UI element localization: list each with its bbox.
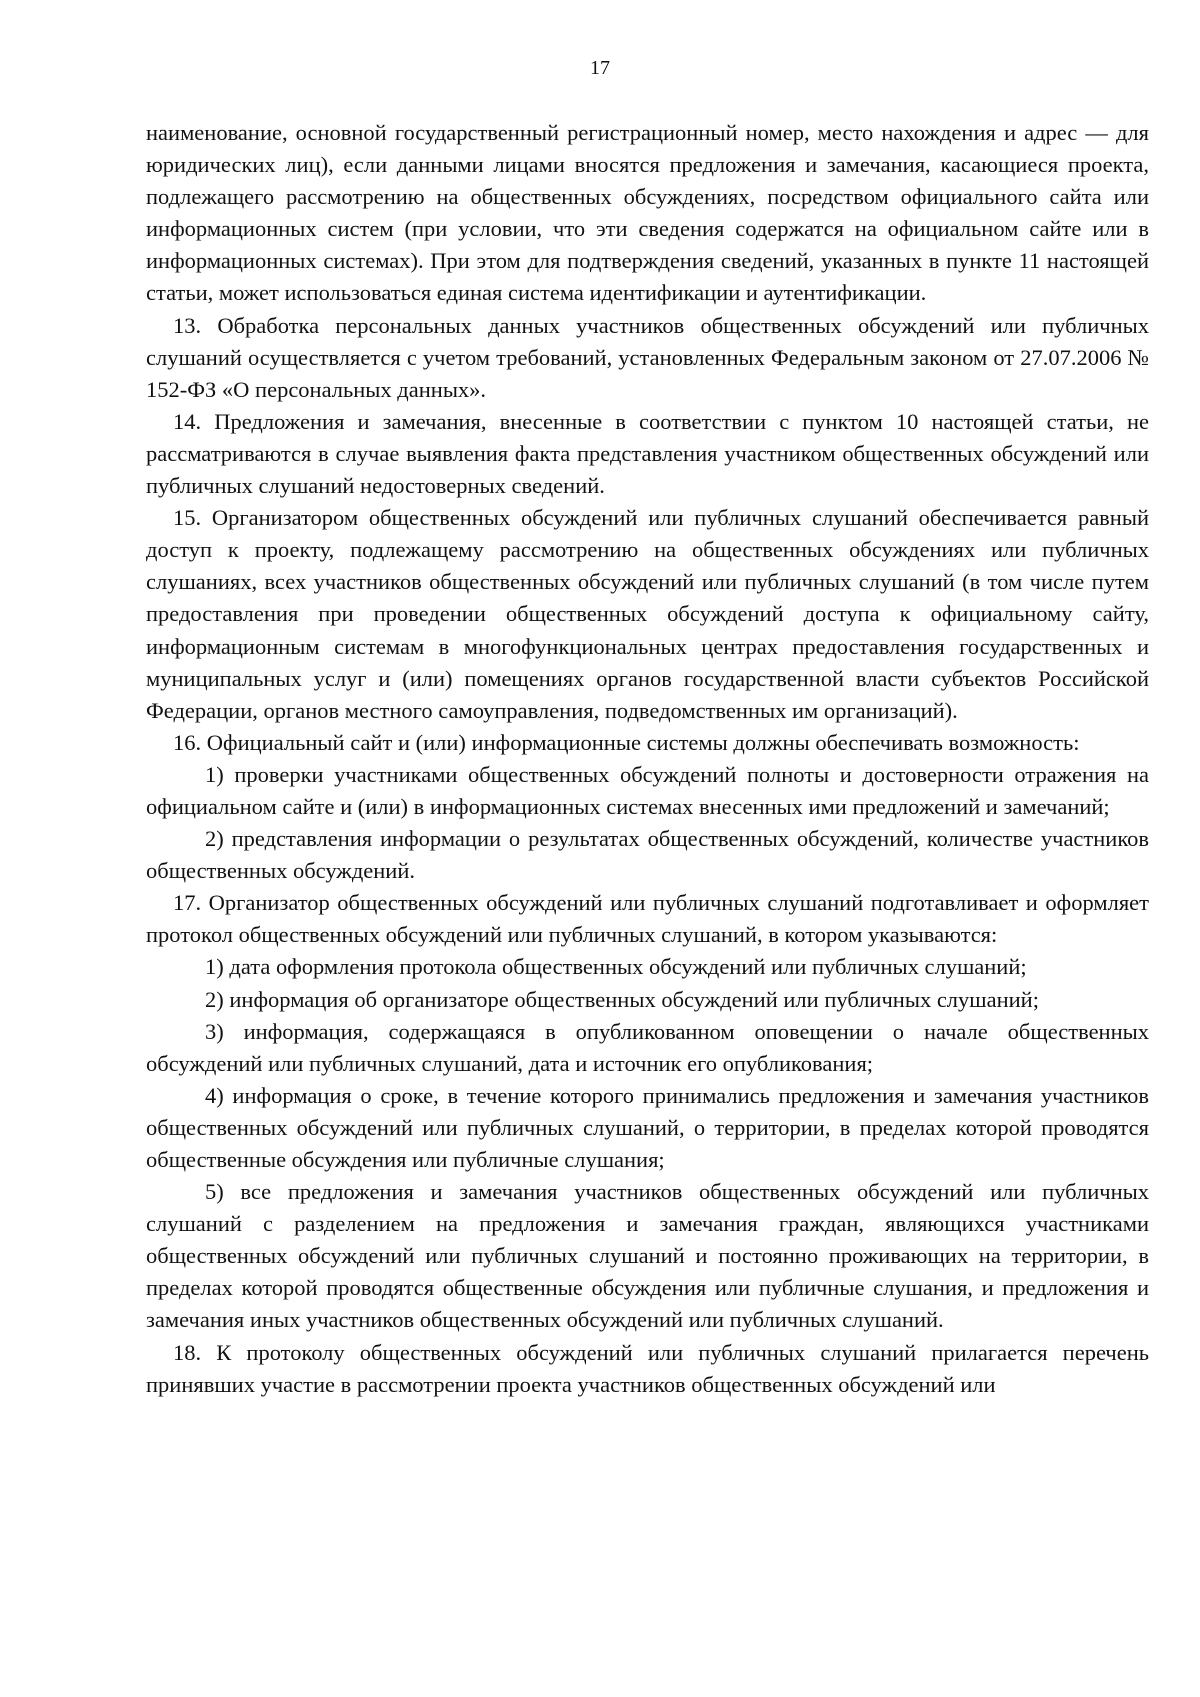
paragraph-17-item-1: 1) дата оформления протокола общественных обсуждений или публичных слушаний; — [205, 954, 1027, 980]
paragraph-13: 13. Обработка персональных данных участников общественных обсуждений или публичных слушаний осуществляется с учетом требований, установленных Федеральным законом от 27.07.2006 № 152-ФЗ «О персональных данных». — [146, 312, 1149, 402]
paragraph-18: 18. К протоколу общественных обсуждений или публичных слушаний прилагается перечень принявших участие в рассмотрении проекта участников общественных обсуждений или — [146, 1339, 1149, 1397]
paragraph-12-continuation: наименование, основной государственный регистрационный номер, место нахождения и адрес — для юридических лиц), если данными лицами вносятся предложения и замечания, касающиеся проекта, подлежащего рассмотрению на общественных обсуждениях, посредством официального сайта или информационных систем (при условии, что эти сведения содержатся на официальном сайте или в информационных системах). При этом для подтверждения сведений, указанных в пункте 11 настоящей статьи, может использоваться единая система идентификации и аутентификации. — [146, 120, 1149, 306]
paragraph-16-item-2: 2) представления информации о результатах общественных обсуждений, количестве участников общественных обсуждений. — [146, 826, 1149, 884]
paragraph-17-item-2: 2) информация об организаторе общественных обсуждений или публичных слушаний; — [205, 986, 1039, 1012]
page-number: 17 — [590, 57, 610, 79]
paragraph-14: 14. Предложения и замечания, внесенные в соответствии с пунктом 10 настоящей статьи, не рассматриваются в случае выявления факта представления участником общественных обсуждений или публичных слушаний недостоверных сведений. — [146, 408, 1149, 499]
paragraph-17: 17. Организатор общественных обсуждений или публичных слушаний подготавливает и оформляет протокол общественных обсуждений или публичных слушаний, в котором указываются: — [146, 890, 1149, 948]
paragraph-16-item-1: 1) проверки участниками общественных обсуждений полноты и достоверности отражения на официальном сайте и (или) в информационных системах внесенных ими предложений и замечаний; — [146, 761, 1149, 819]
document-body — [146, 117, 1149, 1401]
paragraph-17-item-4: 4) информация о сроке, в течение которого принимались предложения и замечания участников общественных обсуждений или публичных слушаний, о территории, в пределах которой проводятся общественные обсуждения или публичные слушания; — [146, 1082, 1149, 1172]
paragraph-15: 15. Организатором общественных обсуждений или публичных слушаний обеспечивается равный доступ к проекту, подлежащему рассмотрению на общественных обсуждениях или публичных слушаниях, всех участников общественных обсуждений или публичных слушаний (в том числе путем предоставления при проведении общественных обсуждений доступа к официальному сайту, информационным системам в многофункциональных центрах предоставления государственных и муниципальных услуг и (или) помещениях органов государственной власти субъектов Российской Федерации, органов местного самоуправления, подведомственных им организаций). — [146, 505, 1149, 723]
paragraph-16: 16. Официальный сайт и (или) информационные системы должны обеспечивать возможность: — [173, 729, 1080, 755]
paragraph-17-item-5: 5) все предложения и замечания участников общественных обсуждений или публичных слушаний с разделением на предложения и замечания граждан, являющихся участниками общественных обсуждений или публичных слушаний и постоянно проживающих на территории, в пределах которой проводятся общественные обсуждения или публичные слушания, и предложения и замечания иных участников общественных обсуждений или публичных слушаний. — [146, 1179, 1149, 1333]
paragraph-17-item-3: 3) информация, содержащаяся в опубликованном оповещении о начале общественных обсуждений или публичных слушаний, дата и источник его опубликования; — [146, 1018, 1149, 1076]
